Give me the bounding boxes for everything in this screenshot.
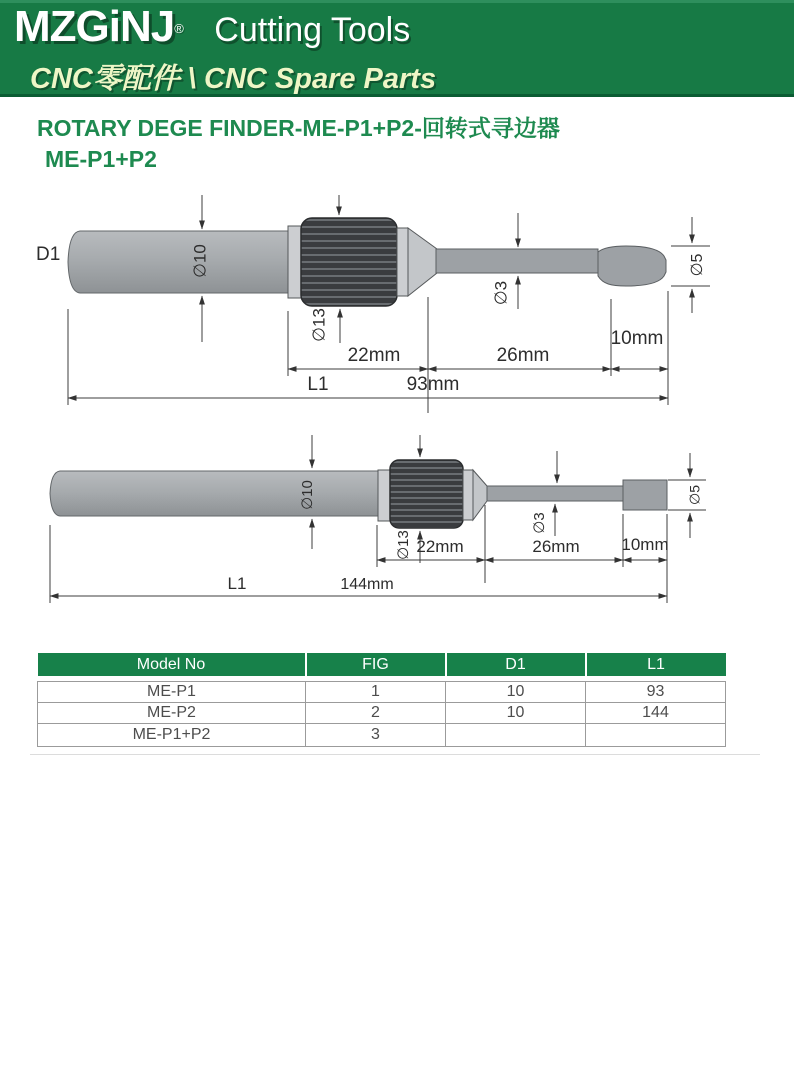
knurled-barrel [390, 460, 463, 528]
page-title [37, 113, 794, 175]
cell-model: ME-P1+P2 [38, 724, 306, 747]
table-row-me-p1p2 [38, 724, 726, 747]
cell-l1: 144 [586, 703, 726, 724]
cell-fig: 1 [306, 682, 446, 703]
label-l1: L1 [307, 374, 329, 395]
taper-nose [408, 228, 437, 296]
cell-fig: 2 [306, 703, 446, 724]
label-total-93mm: 93mm [406, 374, 460, 395]
label-dia3: ∅3 [491, 280, 511, 306]
cell-fig: 3 [306, 724, 446, 747]
ball-tip [598, 246, 666, 286]
probe-rod [487, 486, 623, 501]
cylinder-tip [623, 480, 667, 510]
registered-trademark-icon: ® [174, 21, 184, 36]
label-22mm: 22mm [416, 537, 464, 556]
product-line-label: Cutting Tools [214, 11, 411, 49]
collar-right [397, 228, 408, 296]
cell-model: ME-P2 [38, 703, 306, 724]
label-22mm: 22mm [347, 345, 401, 366]
cell-l1 [586, 724, 726, 747]
shank [68, 231, 290, 293]
table-underline [30, 754, 760, 755]
label-dia13: ∅13 [394, 530, 412, 560]
cell-d1: 10 [446, 703, 586, 724]
column-header-l1: L1 [586, 653, 726, 676]
figure1-me-p1-drawing [0, 193, 794, 433]
table-row-me-p1 [38, 682, 726, 703]
edge-finder-body-fig2 [50, 460, 667, 528]
label-dia10: ∅10 [190, 244, 210, 278]
cell-d1 [446, 724, 586, 747]
label-l1: L1 [227, 574, 247, 593]
probe-rod [436, 249, 598, 273]
cell-l1: 93 [586, 682, 726, 703]
label-dia3: ∅3 [530, 512, 548, 534]
cell-model: ME-P1 [38, 682, 306, 703]
header-subtitle: CNC零配件 \ CNC Spare Parts [30, 63, 437, 95]
collar-left [288, 226, 302, 298]
column-header-fig: FIG [306, 653, 446, 676]
collar-left [378, 470, 390, 521]
label-d1: D1 [36, 244, 61, 265]
label-total-144mm: 144mm [340, 576, 394, 593]
edge-finder-body-fig1 [68, 218, 666, 306]
label-dia13: ∅13 [309, 308, 329, 342]
page-title-line2: ME-P1+P2 [45, 146, 157, 172]
label-26mm: 26mm [496, 345, 550, 366]
page-title-line1: ROTARY DEGE FINDER-ME-P1+P2-回转式寻边器 [37, 115, 560, 141]
brand-row [0, 3, 794, 59]
table-row-me-p2 [38, 703, 726, 724]
knurled-barrel [301, 218, 397, 306]
figure2-me-p2-drawing [0, 433, 794, 613]
column-header-d1: D1 [446, 653, 586, 676]
label-dia10: ∅10 [298, 480, 316, 510]
cell-d1: 10 [446, 682, 586, 703]
spec-table [37, 653, 726, 747]
column-header-model-no: Model No [38, 653, 306, 676]
label-dia5: ∅5 [689, 253, 707, 277]
label-26mm: 26mm [532, 537, 580, 556]
shank [50, 471, 378, 516]
label-dia5: ∅5 [686, 485, 703, 505]
spec-table-header-row [38, 653, 726, 676]
brand-logo: MZGiNJ [14, 2, 175, 51]
label-10mm: 10mm [610, 328, 664, 349]
collar-right [463, 470, 473, 520]
brand-header [0, 0, 794, 97]
label-10mm: 10mm [621, 535, 669, 554]
